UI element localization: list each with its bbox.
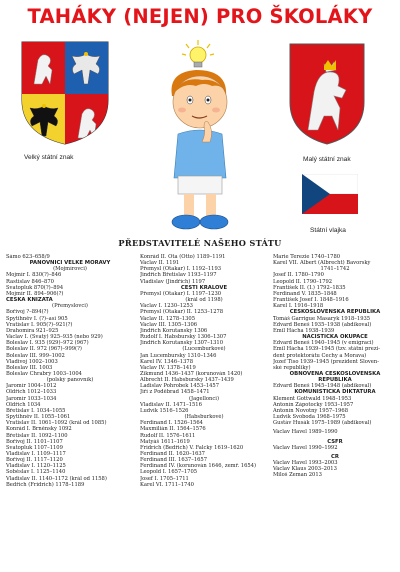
ruler-entry: Rastislav 846–870 bbox=[6, 278, 54, 285]
ruler-entry: Jozef Tiso 1939–1945 (prezident Sloven- bbox=[273, 358, 379, 365]
ruler-entry: Václav III. 1305–1306 bbox=[140, 321, 198, 328]
ruler-entry: Spytihněv I. (?)–asi 905 bbox=[6, 315, 68, 322]
ruler-entry: Albrecht II. Habsburský 1437–1439 bbox=[140, 377, 234, 384]
big-emblem-caption: Velký státní znak bbox=[24, 154, 74, 161]
ruler-entry: Tomáš Garrigue Masaryk 1918–1935 bbox=[273, 315, 371, 322]
ruler-entry: Soběslav I. 1125–1140 bbox=[6, 469, 66, 476]
ruler-entry: Mojmír II. 894–906(?) bbox=[6, 290, 64, 297]
dynasty-note: (Habsburkové) bbox=[184, 414, 224, 421]
ruler-entry: Ludvík Svoboda 1968–1975 bbox=[273, 414, 346, 421]
ruler-entry: Karel VI. 1711–1740 bbox=[140, 481, 194, 488]
ruler-entry: František Josef I. 1848–1916 bbox=[273, 297, 349, 304]
ruler-entry: Jindřich Korutanský 1306 bbox=[140, 327, 208, 334]
ruler-entry: Václav II. 1278–1305 bbox=[140, 315, 195, 322]
ruler-entry: Karel VII. Albert (Albrecht) Bavorský bbox=[273, 260, 371, 267]
lightbulb-icon bbox=[182, 40, 214, 67]
ruler-entry: Drahomíra 921–925 bbox=[6, 327, 59, 334]
ruler-entry: Přemysl (Otakar) I. 1197–1230 bbox=[140, 290, 222, 297]
dynasty-note: (Přemyslovci) bbox=[52, 303, 88, 310]
ruler-entry: Konrád I. Brněnský 1092 bbox=[6, 426, 72, 433]
ruler-entry: Ferdinand II. 1620–1637 bbox=[140, 451, 205, 457]
small-emblem-caption: Malý státní znak bbox=[303, 156, 351, 163]
ruler-entry: Fridrich (Bedřich) V. Falcký 1619–1620 bbox=[140, 444, 244, 451]
ruler-entry: Bořivoj II. 1117–1120 bbox=[6, 457, 63, 464]
section-heading: ČSFR bbox=[327, 438, 343, 445]
ruler-entry: Vladivoj 1002–1003 bbox=[6, 358, 58, 365]
ruler-entry: Ludvík 1516–1526 bbox=[140, 407, 189, 414]
ruler-entry: Vladislav I. 1120–1125 bbox=[6, 463, 66, 470]
section-heading: OBNOVENÁ ČESKOSLOVENSKÁ bbox=[289, 370, 381, 377]
ruler-entry: Matyáš 1611–1619 bbox=[140, 438, 190, 445]
ruler-entry: Jan Lucemburský 1310–1346 bbox=[140, 352, 217, 359]
ruler-entry: Mojmír I. 830(?)–846 bbox=[6, 272, 62, 279]
section-heading: REPUBLIKA bbox=[318, 377, 352, 384]
ruler-entry: Svatopluk 1107–1109 bbox=[6, 444, 63, 451]
ruler-entry: Leopold I. 1657–1705 bbox=[140, 469, 198, 476]
ruler-entry: Sámo 623–658/9 bbox=[6, 254, 50, 260]
ruler-entry: Oldřich 1012–1033 bbox=[6, 389, 57, 396]
ruler-entry: Boleslav II. 972 (967)–999(?) bbox=[6, 346, 82, 353]
ruler-entry: Spytihněv II. 1055–1061 bbox=[6, 414, 71, 421]
ruler-entry: Václav Havel 1989–1990 bbox=[273, 429, 338, 436]
ruler-entry: Jindřich Břetislav 1193–1197 bbox=[140, 272, 217, 279]
thinking-boy-icon bbox=[152, 38, 250, 234]
ruler-entry: Bedřich (Fridrich) 1178–1189 bbox=[6, 481, 85, 488]
section-heading: ČESKÁ KNÍŽATA bbox=[6, 297, 53, 304]
dynasty-note: (Jagellonci) bbox=[189, 395, 219, 402]
ruler-entry: Vladislav (Jindřich) 1197 bbox=[140, 278, 206, 285]
ruler-entry: Jaromír 1033–1034 bbox=[6, 395, 57, 402]
ruler-entry: Edvard Beneš 1940–1945 (v emigraci) bbox=[273, 340, 374, 347]
rulers-column-2 bbox=[140, 254, 268, 488]
ruler-entry: Leopold II. 1790–1792 bbox=[273, 278, 333, 285]
ruler-entry: ské republiky) bbox=[273, 364, 311, 371]
ruler-entry: Klement Gottwald 1948–1953 bbox=[273, 395, 352, 402]
dynasty-note: (Mojmírovci) bbox=[53, 266, 87, 273]
rulers-column-3 bbox=[273, 254, 397, 478]
ruler-entry: Ferdinand III. 1637–1657 bbox=[140, 457, 208, 464]
ruler-entry: Václav Havel 1993–2003 bbox=[273, 460, 338, 466]
ruler-entry: Boleslav Chrabrý 1003–1004 bbox=[6, 370, 82, 377]
section-heading: ČR bbox=[331, 453, 339, 460]
ruler-entry: Antonín Zápotocký 1953–1957 bbox=[273, 401, 354, 408]
czech-flag-icon bbox=[302, 174, 358, 214]
ruler-entry: dent protektorátu Čechy a Morava) bbox=[273, 352, 367, 359]
dynasty-note: (polský panovník) bbox=[46, 377, 94, 384]
ruler-entry: Vratislav II. 1061–1092 (král od 1085) bbox=[6, 420, 107, 427]
ruler-entry: Konrád II. Ota (Otto) 1189–1191 bbox=[140, 254, 226, 260]
ruler-entry: Rudolf I. Habsburský 1306–1307 bbox=[140, 334, 227, 341]
ruler-entry: Václav II. 1191 bbox=[140, 260, 180, 267]
ruler-entry: Ferdinand I. 1526–1564 bbox=[140, 420, 203, 427]
ruler-entry: Ferdinand V. 1835–1848 bbox=[273, 290, 337, 297]
ruler-entry: Bořivoj II. 1101–1107 bbox=[6, 438, 63, 445]
ruler-entry: Karel I. 1916–1918 bbox=[273, 303, 324, 310]
ruler-entry: Svatopluk 870(?)–894 bbox=[6, 284, 64, 291]
ruler-entry: Václav I. (Svatý) 925–935 (nebo 929) bbox=[6, 334, 103, 341]
ruler-entry: Rudolf II. 1576–1611 bbox=[140, 432, 196, 439]
section-heading: KOMUNISTICKÁ DIKTATURA bbox=[294, 389, 376, 396]
ruler-entry: Václav I. 1230–1253 bbox=[140, 303, 193, 310]
ruler-entry: Emil Hácha 1938–1939 bbox=[273, 327, 335, 334]
dynasty-note: (král od 1198) bbox=[185, 297, 223, 304]
section-title: PŘEDSTAVITELÉ NAŠEHO STÁTU bbox=[118, 238, 282, 248]
ruler-entry: Antonín Novotný 1957–1968 bbox=[273, 407, 349, 414]
ruler-entry: Boleslav III. 1003 bbox=[6, 364, 53, 371]
ruler-entry: Vratislav I. 905(?)–921(?) bbox=[6, 321, 73, 328]
ruler-entry: Bořivoj ?–894(?) bbox=[6, 309, 49, 316]
ruler-entry: Jindřich Korutanský 1307–1310 bbox=[140, 340, 224, 347]
ruler-entry: Václav IV. 1378–1419 bbox=[140, 364, 196, 371]
section-heading: ČESKOSLOVENSKÁ REPUBLIKA bbox=[289, 309, 381, 316]
ruler-entry: Edvard Beneš 1945–1948 (abdikoval) bbox=[273, 383, 372, 390]
ruler-entry: Jiří z Poděbrad 1458–1471 bbox=[140, 389, 210, 396]
ruler-entry: Břetislav I. 1034–1055 bbox=[6, 407, 66, 414]
page-title: TAHÁKY (NEJEN) PRO ŠKOLÁKY bbox=[27, 5, 373, 28]
ruler-entry: Marie Terezie 1740–1780 bbox=[273, 254, 341, 260]
ruler-entry: Vladislav II. 1471–1516 bbox=[140, 401, 202, 408]
ruler-entry: Václav Klaus 2003–2013 bbox=[273, 466, 337, 473]
section-heading: ČEŠTÍ KRÁLOVÉ bbox=[180, 284, 228, 291]
ruler-entry: Přemysl (Otakar) II. 1253–1278 bbox=[140, 309, 224, 316]
ruler-entry: Boleslav I. 935 (929)–972 (967) bbox=[6, 340, 89, 347]
ruler-entry: Emil Hácha 1939–1945 (tzv. státní prezi- bbox=[273, 346, 380, 353]
ruler-entry: Ferdinand IV. (korunován 1646, zemř. 1654) bbox=[140, 463, 257, 470]
ruler-entry: Vladislav I. 1109–1117 bbox=[6, 451, 66, 457]
ruler-entry: Josef II. 1780–1790 bbox=[273, 272, 324, 279]
ruler-entry: Jaromír 1004–1012 bbox=[6, 383, 57, 390]
ruler-entry: František II. (I.) 1792–1835 bbox=[273, 284, 346, 291]
ruler-entry: Břetislav II. 1092–1100 bbox=[6, 432, 68, 439]
dynasty-note: 1741–1742 bbox=[320, 266, 350, 273]
dynasty-note: (Lucemburkové) bbox=[182, 346, 226, 353]
big-state-emblem-icon bbox=[20, 40, 110, 146]
ruler-entry: Edvard Beneš 1935–1938 (abdikoval) bbox=[273, 321, 372, 328]
rulers-column-1 bbox=[6, 254, 134, 488]
ruler-entry: Gustáv Husák 1975–1989 (abdikoval) bbox=[273, 420, 372, 427]
section-heading: NACISTICKÁ OKUPACE bbox=[302, 334, 368, 341]
section-heading: PANOVNÍCI VELKÉ MORAVY bbox=[29, 260, 111, 267]
ruler-entry: Zikmund 1436–1437 (korunován 1420) bbox=[140, 370, 243, 377]
ruler-entry: Ladislav Pohrobek 1453–1457 bbox=[140, 383, 220, 390]
ruler-entry: Karel IV. 1346–1378 bbox=[140, 358, 194, 365]
ruler-entry: Oldřich 1034 bbox=[6, 401, 41, 408]
small-state-emblem-icon bbox=[288, 42, 366, 146]
ruler-entry: Miloš Zeman 2013 bbox=[273, 472, 322, 479]
flag-caption: Státní vlajka bbox=[310, 227, 346, 234]
ruler-entry: Přemysl (Otakar) I. 1192–1193 bbox=[140, 266, 222, 273]
ruler-entry: Vladislav II. 1140–1172 (král od 1158) bbox=[6, 475, 107, 482]
ruler-entry: Maxmilián II. 1564–1576 bbox=[140, 426, 206, 433]
ruler-entry: Boleslav III. 999–1002 bbox=[6, 352, 65, 359]
ruler-entry: Josef I. 1705–1711 bbox=[140, 475, 189, 482]
ruler-entry: Václav Havel 1990–1992 bbox=[273, 444, 338, 451]
